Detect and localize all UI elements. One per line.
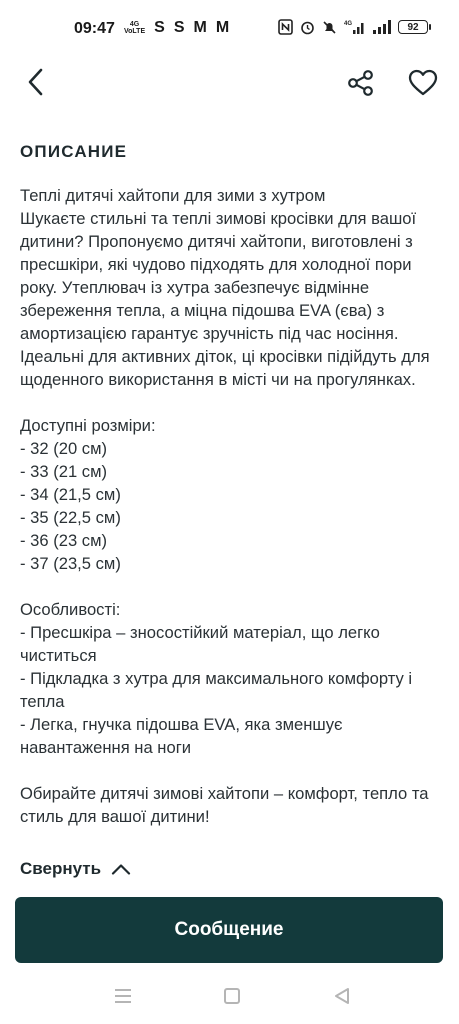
- square-icon: [222, 986, 242, 1006]
- signal-icon: [373, 20, 391, 34]
- status-system-icons: [278, 19, 428, 35]
- home-button[interactable]: [222, 986, 242, 1011]
- battery-icon: 92: [398, 20, 428, 34]
- chevron-left-icon: [26, 67, 46, 97]
- collapse-label: Свернуть: [20, 859, 102, 878]
- top-app-bar: [0, 58, 459, 108]
- m-app-icon: M: [215, 19, 230, 36]
- network-speed-icon: [124, 21, 145, 35]
- message-button[interactable]: [15, 897, 443, 963]
- share-icon: [347, 69, 375, 97]
- back-button[interactable]: [18, 64, 54, 100]
- triangle-back-icon: [331, 986, 353, 1006]
- section-title: ОПИСАНИЕ: [20, 142, 128, 161]
- collapse-button[interactable]: [20, 859, 131, 879]
- nfc-icon: [278, 19, 293, 35]
- chevron-up-icon: [111, 863, 131, 875]
- share-button[interactable]: [343, 65, 379, 101]
- heart-icon: [408, 69, 438, 97]
- network-speed-bottom: VoLTE: [124, 28, 146, 35]
- favorite-button[interactable]: [405, 65, 441, 101]
- product-description: Теплі дитячі хайтопи для зими з хутром Шукаєте стильні та теплі зимові кросівки для вашої дитини? Пропонуємо дитячі хайтопи, виготовлені з пресшкіри, які чудово підходять для холодної пори року. Утеплювач із хутра забезпечує відмінне збереження тепла, а міцна підошва EVA (єва) з амортизацією гарантує зручність під час носіння. Ідеальні для активних діток, ці кросівки підійдуть для щоденного використання в місті чи на прогулянках. Доступні розміри: - 32 (20 см) - 33 (21 см) - 34 (21,5 см) - 35 (22,5 см) - 36 (23 см) - 37 (23,5 см) Особливості: - Пресшкіра – зносостійкий матеріал, що легко чиститься - Підкладка з хутра для максимального комфорту і тепла - Легка, гнучка підошва EVA, яка зменшує навантаження на ноги Обирайте дитячі зимові хайтопи – комфорт, тепло та стиль для вашої дитини!: [20, 186, 430, 826]
- menu-icon: [112, 986, 134, 1006]
- svg-text:4G: 4G: [344, 21, 353, 27]
- network-speed-top: 4G: [129, 21, 140, 28]
- system-nav-bar: [0, 972, 459, 1024]
- alarm-icon: [300, 20, 315, 35]
- status-bar: [0, 0, 459, 58]
- s-app-icon: S: [154, 19, 165, 36]
- status-time: 09:47: [74, 20, 115, 37]
- s-app-icon-2: S: [173, 19, 185, 36]
- signal-4g-icon: [344, 19, 366, 35]
- message-button-label: Сообщение: [174, 919, 284, 940]
- system-back-button[interactable]: [331, 986, 353, 1011]
- gmail-icon: M: [193, 19, 207, 36]
- status-notification-icons: [124, 18, 229, 38]
- recent-apps-button[interactable]: [112, 986, 134, 1011]
- mute-icon: [322, 20, 337, 35]
